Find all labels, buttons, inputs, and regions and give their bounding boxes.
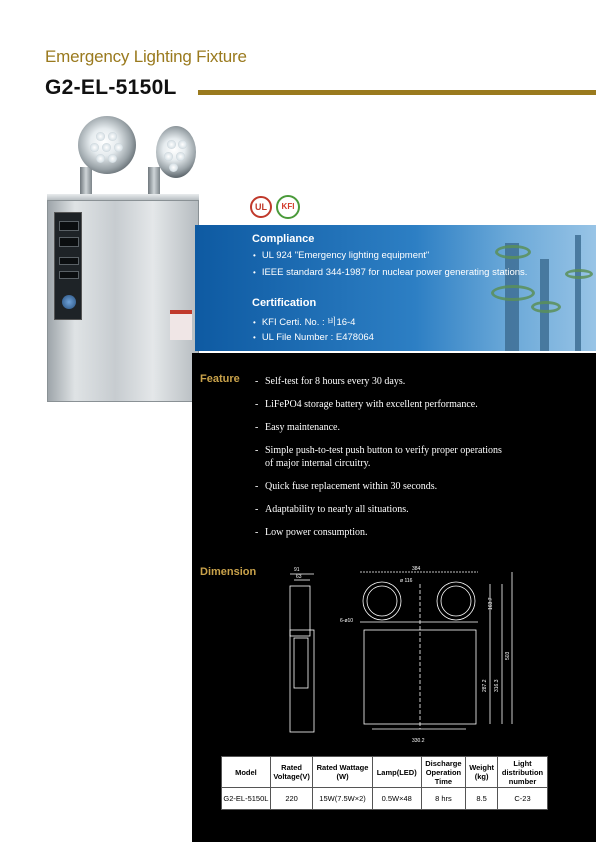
ul-logo: UL: [250, 196, 272, 218]
control-panel: [54, 212, 82, 320]
lamp-head-right: [156, 126, 196, 178]
dim-lamp-dia: ø 116: [400, 578, 413, 584]
table-cell: 15W(7.5W×2): [313, 788, 372, 810]
certification-title: Certification: [252, 297, 317, 309]
dimension-label: Dimension: [200, 566, 257, 578]
side-view-lamp: [290, 586, 310, 636]
dim-width-top: 384: [412, 566, 421, 572]
spec-table: [221, 756, 548, 810]
feature-item: - Adaptability to nearly all situations.: [255, 504, 409, 515]
dim-side-top: 91: [294, 567, 300, 573]
indicator-display-1: [59, 221, 79, 231]
compliance-item: • UL 924 "Emergency lighting equipment": [253, 250, 429, 261]
feature-item: - Quick fuse replacement within 30 seconds.: [255, 481, 438, 492]
product-photo: [44, 112, 204, 402]
table-header: Lamp(LED): [372, 757, 421, 788]
table-header: Rated Voltage(V): [270, 757, 312, 788]
feature-item: - Low power consumption.: [255, 527, 368, 538]
indicator-display-2: [59, 237, 79, 247]
lamp-bracket-left: [80, 167, 92, 197]
table-cell: C-23: [498, 788, 548, 810]
test-button-icon: [62, 295, 76, 309]
kfi-logo: KFI: [276, 195, 300, 219]
dim-h2: 287.2: [482, 679, 488, 692]
front-lamp-right: [437, 582, 475, 620]
compliance-item: • IEEE standard 344-1987 for nuclear power generating stations.: [253, 267, 527, 278]
certification-item: • KFI Certi. No. : 비16-4: [253, 314, 355, 328]
lamp-head-left: [78, 116, 136, 174]
front-lamp-left: [363, 582, 401, 620]
feature-item: - Simple push-to-test push button to verify proper operations of major internal circuitry.: [255, 445, 502, 469]
feature-item: - LiFePO4 storage battery with excellent performance.: [255, 399, 478, 410]
header-rule: [198, 90, 596, 95]
dimension-drawing: [280, 564, 530, 744]
table-cell: 8 hrs: [421, 788, 466, 810]
side-view-panel: [294, 638, 308, 688]
dim-hole: 6-ø10: [340, 618, 354, 624]
dim-h4: 503: [505, 651, 511, 660]
dim-side-inner: 63: [296, 574, 302, 580]
indicator-display-3: [59, 257, 79, 265]
dim-h1: 163.7: [488, 597, 494, 610]
table-cell: G2-EL-5150L: [222, 788, 271, 810]
table-header: Weight (kg): [466, 757, 498, 788]
table-header: Rated Wattage (W): [313, 757, 372, 788]
plant-ring-2: [491, 285, 535, 301]
table-cell: 8.5: [466, 788, 498, 810]
table-header: Model: [222, 757, 271, 788]
lamp-bracket-right: [148, 167, 160, 197]
table-cell: 0.5W×48: [372, 788, 421, 810]
plant-tower-3: [575, 235, 581, 351]
feature-item: - Self-test for 8 hours every 30 days.: [255, 376, 406, 387]
table-header: Light distribution number: [498, 757, 548, 788]
plant-ring-4: [565, 269, 593, 279]
plant-ring-3: [531, 301, 561, 313]
certification-item: • UL File Number : E478064: [253, 332, 374, 343]
table-row: [222, 788, 548, 810]
table-header-row: [222, 757, 548, 788]
dim-bottom-width: 330.2: [412, 738, 425, 744]
warning-label: [170, 310, 192, 340]
plant-ring-1: [495, 245, 531, 259]
compliance-title: Compliance: [252, 233, 315, 245]
feature-item: - Easy maintenance.: [255, 422, 340, 433]
document-subtitle: Emergency Lighting Fixture: [45, 47, 247, 66]
table-header: Discharge Operation Time: [421, 757, 466, 788]
product-model-title: G2-EL-5150L: [45, 76, 177, 99]
feature-label: Feature: [200, 373, 240, 385]
dim-h3: 316.3: [494, 679, 500, 692]
indicator-display-4: [59, 271, 79, 279]
table-cell: 220: [270, 788, 312, 810]
